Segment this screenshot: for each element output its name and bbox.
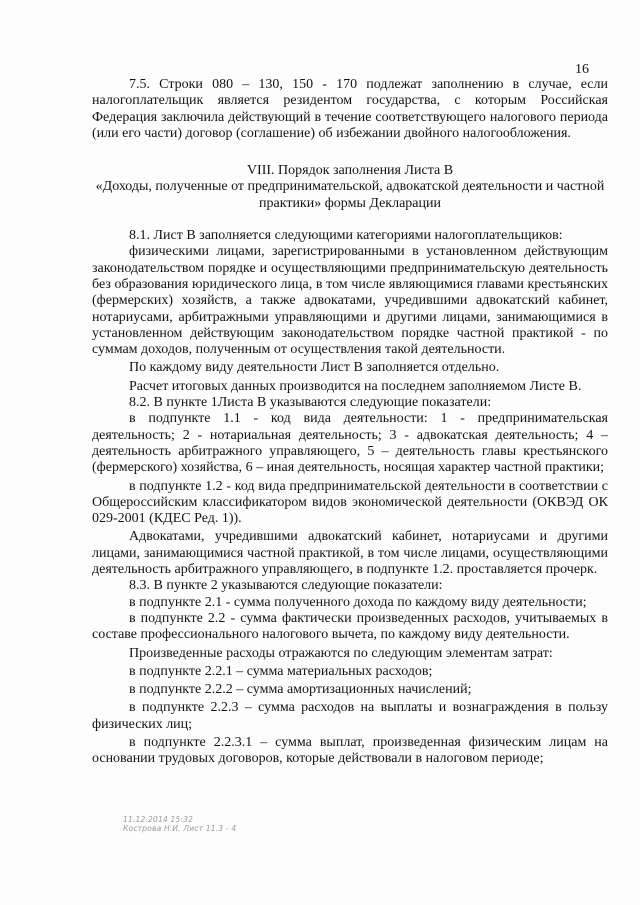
paragraph-categories: физическими лицами, зарегистрированными в установленном действующим законодательством порядке и осуществляющими предпринимательскую деятельность без образования юридического лица, в том числе являющимися главами крестьянских (фермерских) хозяйств, а также адвокатами, учредившими адвокатский кабинет, нотариусами, арбитражными управляющими и другими лицами, занимающимися в установленном действующим законодательством порядке частной практикой - по суммам доходов, полученным от осуществления такой деятельности. xyxy=(92,244,608,358)
paragraph-8-2: 8.2. В пункте 1Листа В указываются следующие показатели: xyxy=(129,395,492,411)
paragraph-expenses: Произведенные расходы отражаются по следующим элементам затрат: xyxy=(129,645,553,661)
stamp-date: 11.12.2014 15:32 xyxy=(123,815,194,824)
paragraph-totals: Расчет итоговых данных производится на последнем заполняемом Листе В. xyxy=(129,378,582,394)
paragraph-2-2-3-1: в подпункте 2.2.3.1 – сумма выплат, произведенная физическим лицам на основании трудовых договоров, которые действовали в налоговом периоде; xyxy=(92,734,608,767)
paragraph-1-1: в подпункте 1.1 - код вида деятельности: 1 - предпринимательская деятельность; 2 - нотариальная деятельность; 3 - адвокатская деятельность; 4 – деятельность арбитражного управляющего, 5 – деятельность главы крестьянского (фермерского) хозяйства, 6 – иная деятельность, носящая характер частной практики; xyxy=(92,411,608,476)
section-subtitle: «Доходы, полученные от предпринимательской, адвокатской деятельности и частной практики» формы Декларации xyxy=(95,179,605,211)
paragraph-2-2-2: в подпункте 2.2.2 – сумма амортизационных начислений; xyxy=(129,682,472,698)
paragraph-separate: По каждому виду деятельности Лист В заполняется отдельно. xyxy=(129,360,500,376)
paragraph-2-2-1: в подпункте 2.2.1 – сумма материальных расходов; xyxy=(129,663,433,679)
page-number: 16 xyxy=(575,62,589,77)
paragraph-8-1: 8.1. Лист В заполняется следующими категориями налогоплательщиков: xyxy=(129,228,563,244)
paragraph-advocates: Адвокатами, учредившими адвокатский кабинет, нотариусами и другими лицами, занимающимися частной практикой, в том числе лицами, осуществляющими деятельность арбитражного управляющего, в подпункте 1.2. проставляется прочерк. xyxy=(92,529,608,578)
paragraph-2-2-3: в подпункте 2.2.3 – сумма расходов на выплаты и вознаграждения в пользу физических лиц; xyxy=(92,700,608,732)
paragraph-7-5: 7.5. Строки 080 – 130, 150 - 170 подлежат заполнению в случае, если налогоплательщик является резидентом государства, с которым Российская Федерация заключила действующий в течение соответствующего налогового периода (или его части) договор (соглашение) об избежании двойного налогообложения. xyxy=(92,77,608,141)
paragraph-2-2: в подпункте 2.2 - сумма фактически произведенных расходов, учитываемых в составе профессионального налогового вычета, по каждому виду деятельности. xyxy=(92,610,608,643)
print-stamp xyxy=(123,815,236,833)
paragraph-1-2: в подпункте 1.2 - код вида предпринимательской деятельности в соответствии с Общероссийским классификатором видов экономической деятельности (ОКВЭД ОК 029-2001 (КДЕС Ред. 1)). xyxy=(92,478,608,527)
document-body xyxy=(92,77,608,768)
paragraph-2-1: в подпункте 2.1 - сумма полученного дохода по каждому виду деятельности; xyxy=(129,594,587,610)
stamp-author: Кострова Н.И. Лист 11.3 - 4 xyxy=(123,824,237,833)
paragraph-8-3: 8.3. В пункте 2 указываются следующие показатели: xyxy=(129,578,443,594)
section-title: VIII. Порядок заполнения Листа В xyxy=(246,163,454,179)
